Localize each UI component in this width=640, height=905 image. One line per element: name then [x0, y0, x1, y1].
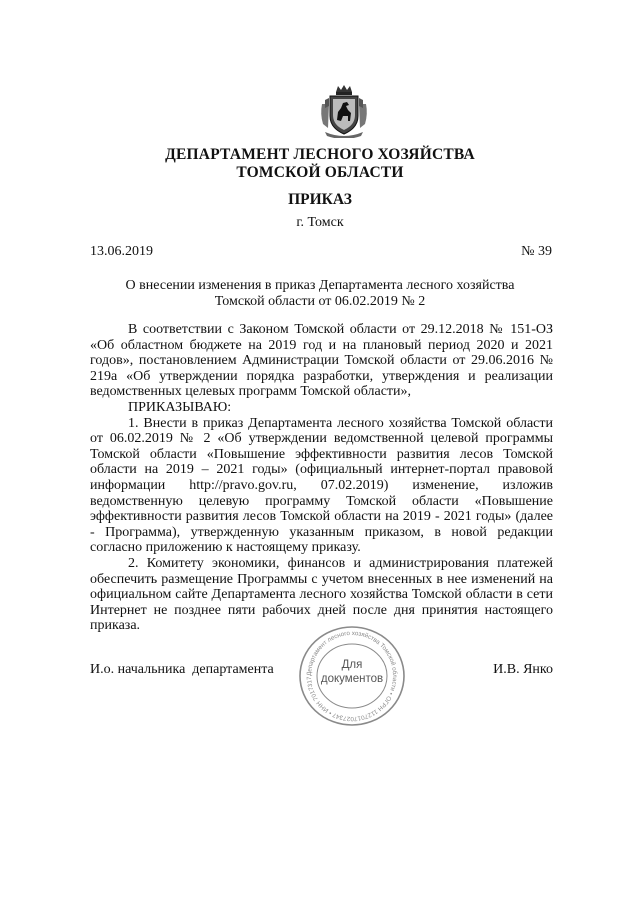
subject-line1: О внесении изменения в приказ Департамента лесного хозяйства — [125, 278, 515, 293]
order-subject — [0, 278, 640, 310]
stamp-label — [296, 658, 408, 686]
department-title-line1: ДЕПАРТАМЕНТ ЛЕСНОГО ХОЗЯЙСТВА — [165, 146, 475, 163]
preamble-paragraph: В соответствии с Законом Томской области от 29.12.2018 № 151-ОЗ «Об областном бюджете на 2019 год и на плановый период 2020 и 2021 годов», постановлением Администрации Томской области от 29.06.2016 № 219а «Об утверждении порядка разработки, утверждения и реализации ведомственных целевых программ Томской области», — [90, 322, 553, 400]
department-title — [0, 146, 640, 182]
order-date: 13.06.2019 — [90, 244, 153, 259]
order-title: ПРИКАЗ — [288, 191, 352, 208]
order-item-2: 2. Комитету экономики, финансов и администрирования платежей обеспечить размещение Программы с учетом внесенных в нее изменений на официальном сайте Департамента лесного хозяйства Томской области в сети Интернет не позднее пяти рабочих дней после дня принятия настоящего приказа. — [90, 555, 553, 634]
department-title-line2: ТОМСКОЙ ОБЛАСТИ — [236, 164, 404, 181]
stamp-label-line1: Для — [341, 659, 363, 671]
order-word: ПРИКАЗЫВАЮ: — [128, 399, 232, 415]
signatory-name: И.В. Янко — [493, 662, 553, 677]
order-item-1: 1. Внести в приказ Департамента лесного хозяйства Томской области от 06.02.2019 № 2 «Об утверждении ведомственной целевой программы Томской области «Повышение эффективности развития лесов Томской области на 2019 – 2021 годы» (официальный интернет-портал правовой информации http://pravo.gov.ru, 07.02.2019) изменение, изложив ведомственную целевую программу Томской области «Повышение эффективности развития лесов Томской области на 2019 - 2021 годы» (далее - Программа), утвержденную указанным приказом, в новой редакции согласно приложению к настоящему приказу. — [90, 415, 553, 556]
order-number: № 39 — [521, 244, 552, 259]
city: г. Томск — [296, 215, 344, 230]
subject-line2: Томской области от 06.02.2019 № 2 — [214, 294, 426, 309]
stamp-label-line2: документов — [320, 673, 384, 685]
tomsk-coat-of-arms-icon — [319, 84, 369, 138]
order-body — [90, 322, 553, 634]
stamp-ring-text: Департамент лесного хозяйства Томской области • ОГРН 1127017027347 • ИНН 7017317 — [305, 629, 399, 723]
official-stamp — [296, 624, 408, 728]
signatory-position: И.о. начальника департамента — [90, 662, 274, 677]
